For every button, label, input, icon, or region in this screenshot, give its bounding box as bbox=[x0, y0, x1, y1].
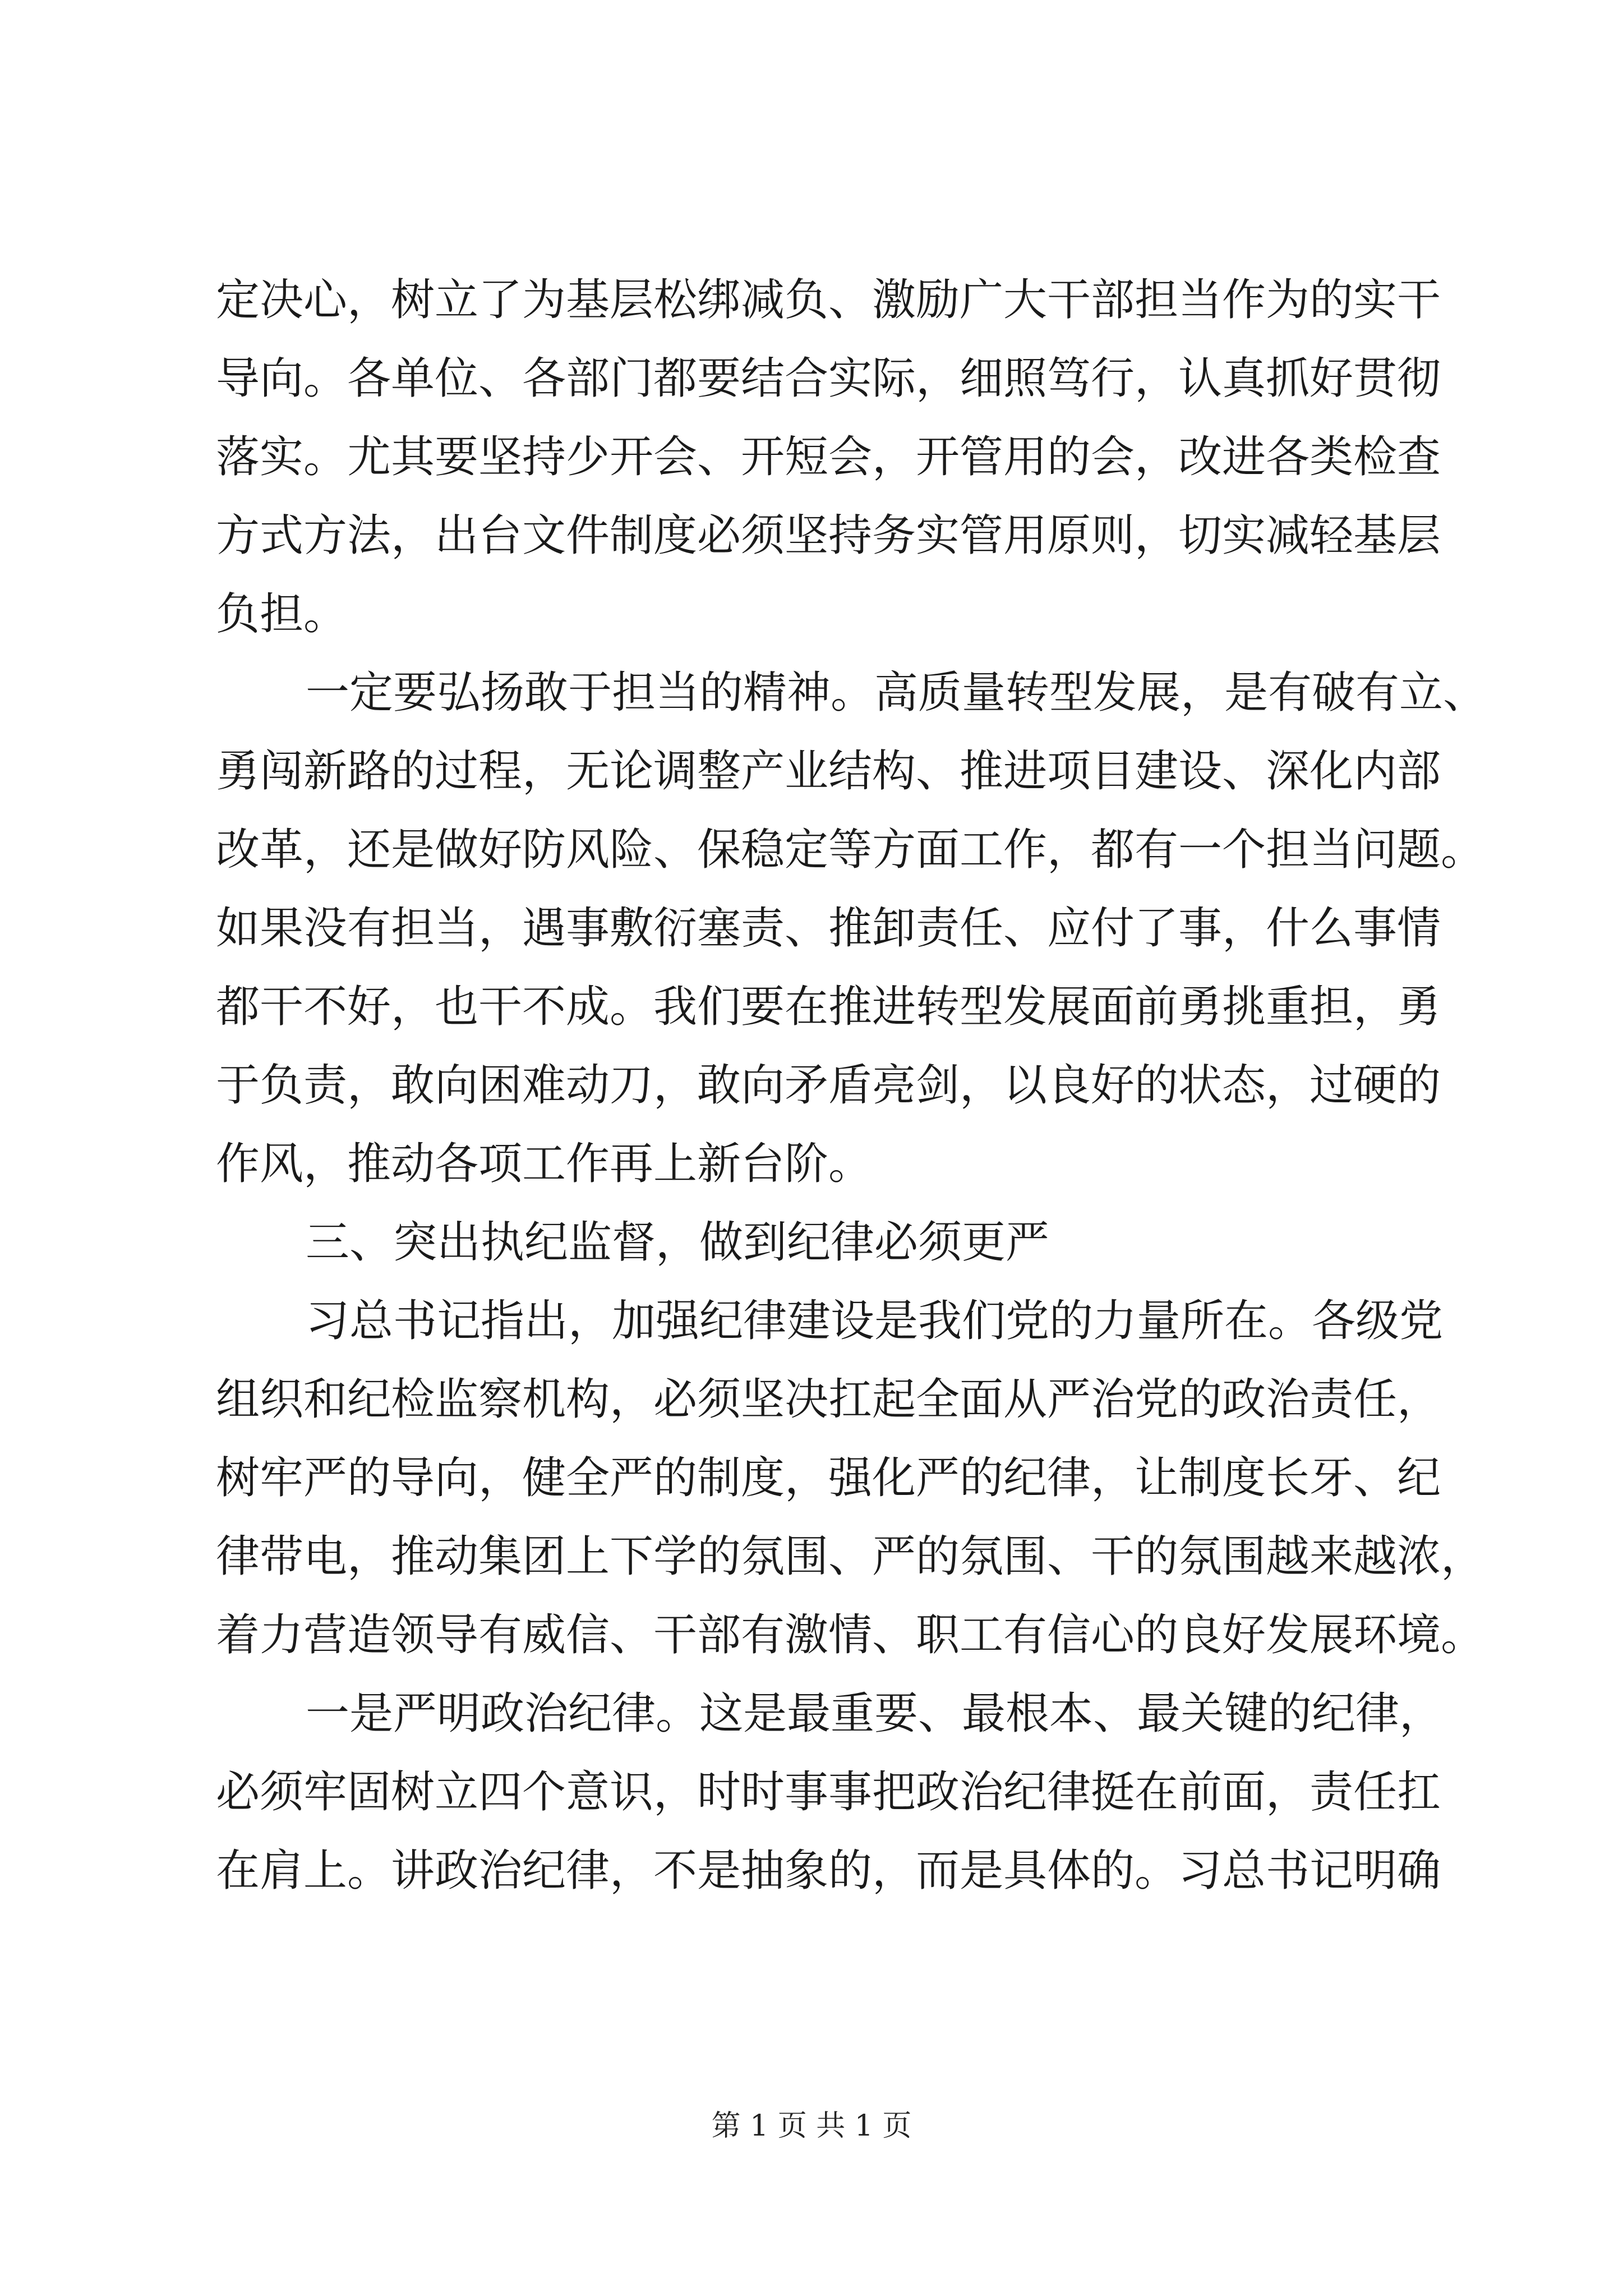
text-line: 树牢严的导向，健全严的制度，强化严的纪律，让制度长牙、纪 bbox=[216, 1453, 1441, 1503]
text-line: 着力营造领导有威信、干部有激情、职工有信心的良好发展环境。 bbox=[216, 1610, 1485, 1660]
text-line: 必须牢固树立四个意识，时时事事把政治纪律挺在前面，责任扛 bbox=[216, 1767, 1441, 1818]
text-line: 习总书记指出，加强纪律建设是我们党的力量所在。各级党 bbox=[306, 1296, 1444, 1346]
section-heading: 三、突出执纪监督，做到纪律必须更严 bbox=[306, 1217, 1050, 1268]
text-line: 于负责，敢向困难动刀，敢向矛盾亮剑，以良好的状态，过硬的 bbox=[216, 1060, 1441, 1111]
text-line: 组织和纪检监察机构，必须坚决扛起全面从严治党的政治责任， bbox=[216, 1374, 1441, 1425]
text-line: 负担。 bbox=[216, 589, 348, 639]
text-line: 导向。各单位、各部门都要结合实际，细照笃行，认真抓好贯彻 bbox=[216, 353, 1441, 404]
text-line: 一是严明政治纪律。这是最重要、最根本、最关键的纪律， bbox=[306, 1688, 1444, 1739]
text-line: 作风，推动各项工作再上新台阶。 bbox=[216, 1139, 873, 1189]
text-line: 都干不好，也干不成。我们要在推进转型发展面前勇挑重担，勇 bbox=[216, 982, 1441, 1032]
document-body bbox=[216, 261, 1487, 1910]
text-line: 在肩上。讲政治纪律，不是抽象的，而是具体的。习总书记明确 bbox=[216, 1846, 1441, 1896]
text-line: 勇闯新路的过程，无论调整产业结构、推进项目建设、深化内部 bbox=[216, 746, 1441, 797]
text-line: 落实。尤其要坚持少开会、开短会，开管用的会，改进各类检查 bbox=[216, 432, 1441, 482]
text-line: 律带电，推动集团上下学的氛围、严的氛围、干的氛围越来越浓， bbox=[216, 1531, 1485, 1582]
text-line: 如果没有担当，遇事敷衍塞责、推卸责任、应付了事，什么事情 bbox=[216, 903, 1441, 954]
text-line: 方式方法，出台文件制度必须坚持务实管用原则，切实减轻基层 bbox=[216, 510, 1441, 561]
text-line: 一定要弘扬敢于担当的精神。高质量转型发展，是有破有立、 bbox=[306, 668, 1487, 718]
page-footer: 第 1 页 共 1 页 bbox=[711, 2109, 912, 2143]
text-line: 改革，还是做好防风险、保稳定等方面工作，都有一个担当问题。 bbox=[216, 825, 1485, 875]
text-line: 定决心，树立了为基层松绑减负、激励广大干部担当作为的实干 bbox=[216, 275, 1441, 325]
